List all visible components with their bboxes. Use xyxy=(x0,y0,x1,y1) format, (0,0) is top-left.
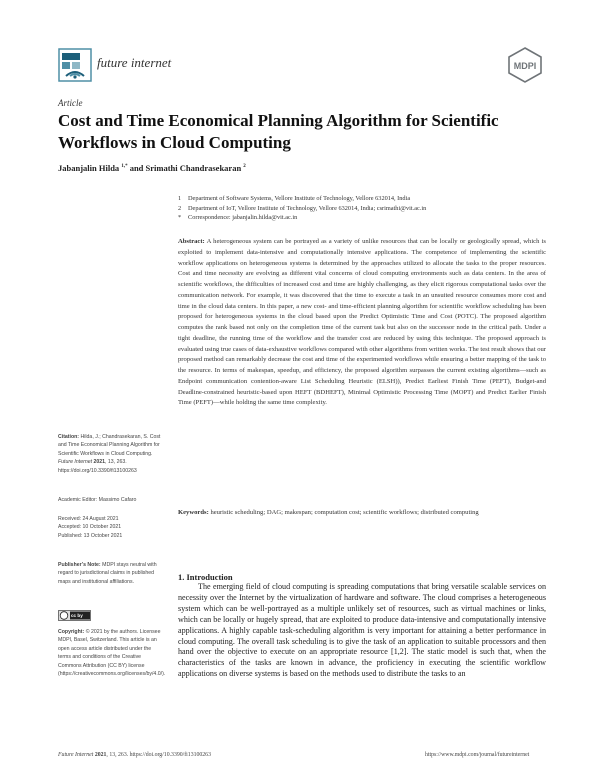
keywords xyxy=(178,508,546,519)
author-affiliation-mark: 1,* xyxy=(121,164,128,170)
citation-text: Hilda, J.; Chandrasekaran, S. Cost and Time Economical Planning Algorithm for Scientific Workflows in Cloud Computing. xyxy=(58,434,161,457)
affiliation-mark: * xyxy=(178,214,182,222)
author-affiliation-mark: 2 xyxy=(243,164,246,170)
abstract xyxy=(178,237,546,409)
affiliations xyxy=(178,194,548,223)
footer-url[interactable]: https://www.mdpi.com/journal/futureinternet xyxy=(425,752,530,758)
author-name: Srimathi Chandrasekaran xyxy=(145,163,242,173)
accepted-date: Accepted: 10 October 2021 xyxy=(58,524,122,531)
publisher-note xyxy=(58,561,162,586)
footer-year: 2021 xyxy=(94,752,107,758)
article-type: Article xyxy=(58,98,83,108)
affiliation-item xyxy=(178,194,548,204)
keywords-text: heuristic scheduling; DAG; makespan; computation cost; scientific workflows; distributed computing xyxy=(210,509,479,516)
journal-logo xyxy=(58,48,92,82)
received-date: Received: 24 August 2021 xyxy=(58,516,119,522)
author-list xyxy=(58,163,246,173)
footer-rest[interactable]: , 13, 263. https://doi.org/10.3390/fi13100263 xyxy=(106,752,211,758)
keywords-label: Keywords: xyxy=(178,509,209,516)
abstract-label: Abstract: xyxy=(178,238,205,245)
affiliation-mark: 1 xyxy=(178,195,182,202)
paper-title: Cost and Time Economical Planning Algorithm for Scientific Workflows in Cloud Computing xyxy=(58,111,499,152)
citation-rest[interactable]: , 13, 263. https://doi.org/10.3390/fi13100263 xyxy=(58,459,137,474)
affiliation-item xyxy=(178,213,548,223)
affiliation-text: Department of IoT, Vellore Institute of Technology, Vellore 632014, India; csrimathi@vit.ac.in xyxy=(188,204,427,212)
publication-dates xyxy=(58,515,162,540)
cc-by-text: cc by xyxy=(71,613,83,618)
mdpi-logo-icon xyxy=(506,46,544,84)
affiliation-mark: 2 xyxy=(178,204,182,212)
footer-journal: Future Internet xyxy=(58,752,94,758)
introduction-paragraph: The emerging field of cloud computing is spreading computations that bring versatile scalable services on necessity over the Internet by the virtualization of hardware and software. The cloud comprises a heterogeneous system which can be well-portrayed as a multiple unlikely set of resources, such as virtual machines or links, which can be locally or hugely spread, that are exploited to produce data-intensive and computationally intensive applications. A highly capable task-scheduling algorithm is very important for attaining a better performance in cloud computing. The overall task scheduling is to give the task of an application to suitable processors and then hand over the objective to execute on an appropriate resource [1,2]. The static model is such that, when the characteristics of the tasks are known in advance, the proficiency in executing the scientific workflow applications on diverse systems is based on the methods used to distribute the tasks to an xyxy=(178,582,546,679)
copyright-text: © 2021 by the authors. Licensee MDPI, Basel, Switzerland. This article is an open access article distributed under the terms and conditions of the Creative Commons Attribution (CC BY) license (https://creativecommons.org/licenses/by/4.0/). xyxy=(58,629,166,678)
journal-logo-icon xyxy=(58,48,92,82)
publisher-note-text: MDPI stays neutral with regard to jurisdictional claims in published maps and institutional affiliations. xyxy=(58,562,157,585)
copyright-block xyxy=(58,628,166,678)
copyright-label: Copyright: xyxy=(58,629,85,635)
citation-journal: Future Internet xyxy=(58,459,93,466)
mdpi-logo-text: MDPI xyxy=(513,61,537,71)
publisher-note-label: Publisher’s Note: xyxy=(58,562,101,568)
correspondence-text: Correspondence: jabanjalin.hilda@vit.ac.in xyxy=(188,214,298,222)
author-name: Jabanjalin Hilda xyxy=(58,163,120,173)
author-conjunction: and xyxy=(129,163,146,173)
affiliation-item xyxy=(178,204,548,214)
mdpi-logo xyxy=(506,46,544,84)
academic-editor: Academic Editor: Massimo Cafaro xyxy=(58,497,137,503)
journal-name: future internet xyxy=(97,55,172,70)
footer-citation xyxy=(58,752,211,758)
citation-label: Citation: xyxy=(58,434,80,440)
published-date: Published: 13 October 2021 xyxy=(58,532,123,539)
introduction-text xyxy=(178,582,546,680)
section-heading: 1. Introduction xyxy=(178,572,233,582)
citation-year: 2021 xyxy=(93,459,106,466)
citation-block xyxy=(58,433,162,475)
cc-by-badge[interactable] xyxy=(58,610,91,621)
abstract-text: A heterogeneous system can be portrayed as a variety of unlike resources that can be locally or geologically spread, which is exploited to implement data-intensive and computationally intensive applications. The competence of implementing the scientific workflow applications on heterogeneous systems is determined by the approaches utilized to allocate the tasks to the proper resources. Cost and time necessity are evolving as different vital concerns of cloud computing environments such as data centers. In the area of scientific workflows, the difficulties of increased cost and time are highly challenging, as they elicit rigorous computational tasks over the communication network. For example, it was discovered that the time to execute a task in an unsuited resource consumes more cost and time in the cloud data centers. In this paper, a new cost- and time-efficient planning algorithm for scientific workflow scheduling has been proposed for heterogeneous systems in the cloud based upon the Predict Optimistic Time and Cost (POTC). The proposed algorithm computes the rank based not only on the completion time of the current task but also on the successor node in the critical path. Under a tight deadline, the running time of the workflow and the transfer cost are reduced by using this technique. The proposed approach is evaluated using true cases of data-exhaustive workflows compared with other algorithms from written works. The test result shows that our proposed method can remarkably decrease the cost and time of the experimented workflows while ensuring a better mapping of the task to the resource. In terms of makespan, speedup, and efficiency, the proposed algorithm surpasses the current existing algorithms—such as Endpoint communication contention-aware List Scheduling Heuristic (ELSH)), Predict Earliest Finish Time (PEFT), Budget-and Deadline-constrained heuristic-based upon HEFT (BDHEFT), Minimal Optimistic Processing Time (MOPT) and Predict Earlier Finish Time (PEFT)—while holding the same time complexity. xyxy=(178,238,546,407)
affiliation-text: Department of Software Systems, Vellore Institute of Technology, Vellore 632014, India xyxy=(188,195,411,202)
